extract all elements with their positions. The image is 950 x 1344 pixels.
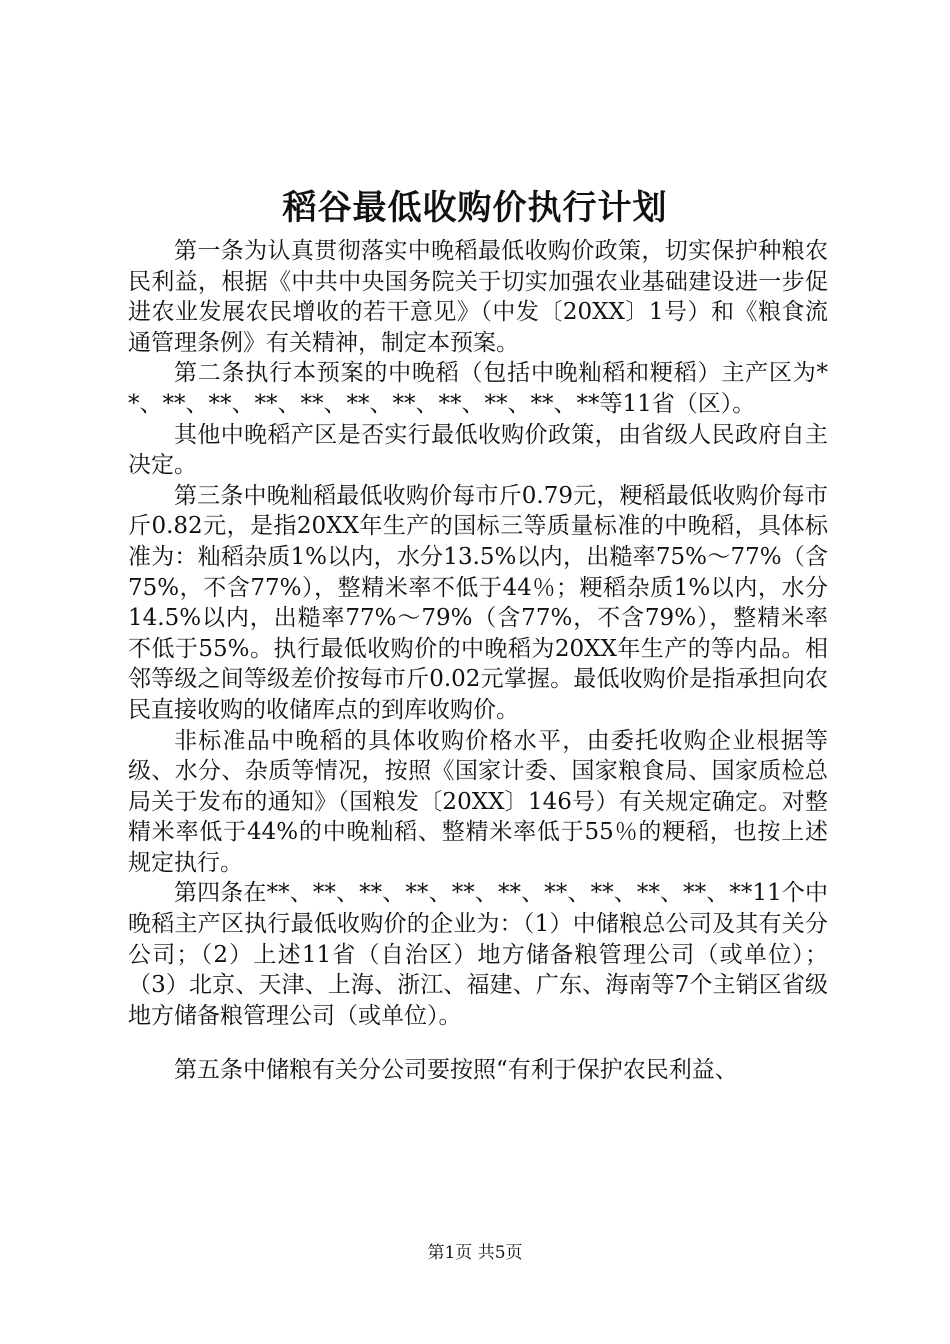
paragraph-non-standard: 非标准品中晚稻的具体收购价格水平，由委托收购企业根据等级、水分、杂质等情况，按照《国家计委、国家粮食局、国家质检总局关于发布的通知》（国粮发〔20XX〕146号）有关规定确定。对整精米率低于44%的中晚籼稻、整精米率低于55％的粳稻，也按上述规定执行。 [128,727,828,876]
document-body [128,236,828,1086]
document-title: 稻谷最低收购价执行计划 [282,188,668,228]
paragraph-article-3: 第三条中晚籼稻最低收购价每市斤0.79元，粳稻最低收购价每市斤0.82元，是指20XX年生产的国标三等质量标准的中晚稻，具体标准为：籼稻杂质1%以内，水分13.5%以内，出糙率75%～77%（含75%，不含77%），整精米率不低于44％；粳稻杂质1%以内，水分14.5%以内，出糙率77%～79%（含77%，不含79%），整精米率不低于55%。执行最低收购价的中晚稻为20XX年生产的等内品。相邻等级之间等级差价按每市斤0.02元掌握。最低收购价是指承担向农民直接收购的收储库点的到库收购价。 [128,482,828,723]
paragraph-other-regions: 其他中晚稻产区是否实行最低收购价政策，由省级人民政府自主决定。 [128,421,828,479]
paragraph-article-2: 第二条执行本预案的中晚稻（包括中晚籼稻和粳稻）主产区为**、**、**、**、**、**、**、**、**、**、**等11省（区）。 [128,360,828,417]
paragraph-article-5: 第五条中储粮有关分公司要按照“有利于保护农民利益、 [174,1057,738,1084]
paragraph-article-1: 第一条为认真贯彻落实中晚稻最低收购价政策，切实保护种粮农民利益，根据《中共中央国务院关于切实加强农业基础建设进一步促进农业发展农民增收的若干意见》（中发〔20XX〕1号）和《粮食流通管理条例》有关精神，制定本预案。 [128,238,828,356]
paragraph-article-4: 第四条在**、**、**、**、**、**、**、**、**、**、**11个中晚稻主产区执行最低收购价的企业为：（1）中储粮总公司及其有关分公司；（2）上述11省（自治区）地方储备粮管理公司（或单位）；（3）北京、天津、上海、浙江、福建、广东、海南等7个主销区省级地方储备粮管理公司（或单位）。 [128,880,828,1029]
page-number-footer: 第1页 共5页 [427,1243,523,1263]
